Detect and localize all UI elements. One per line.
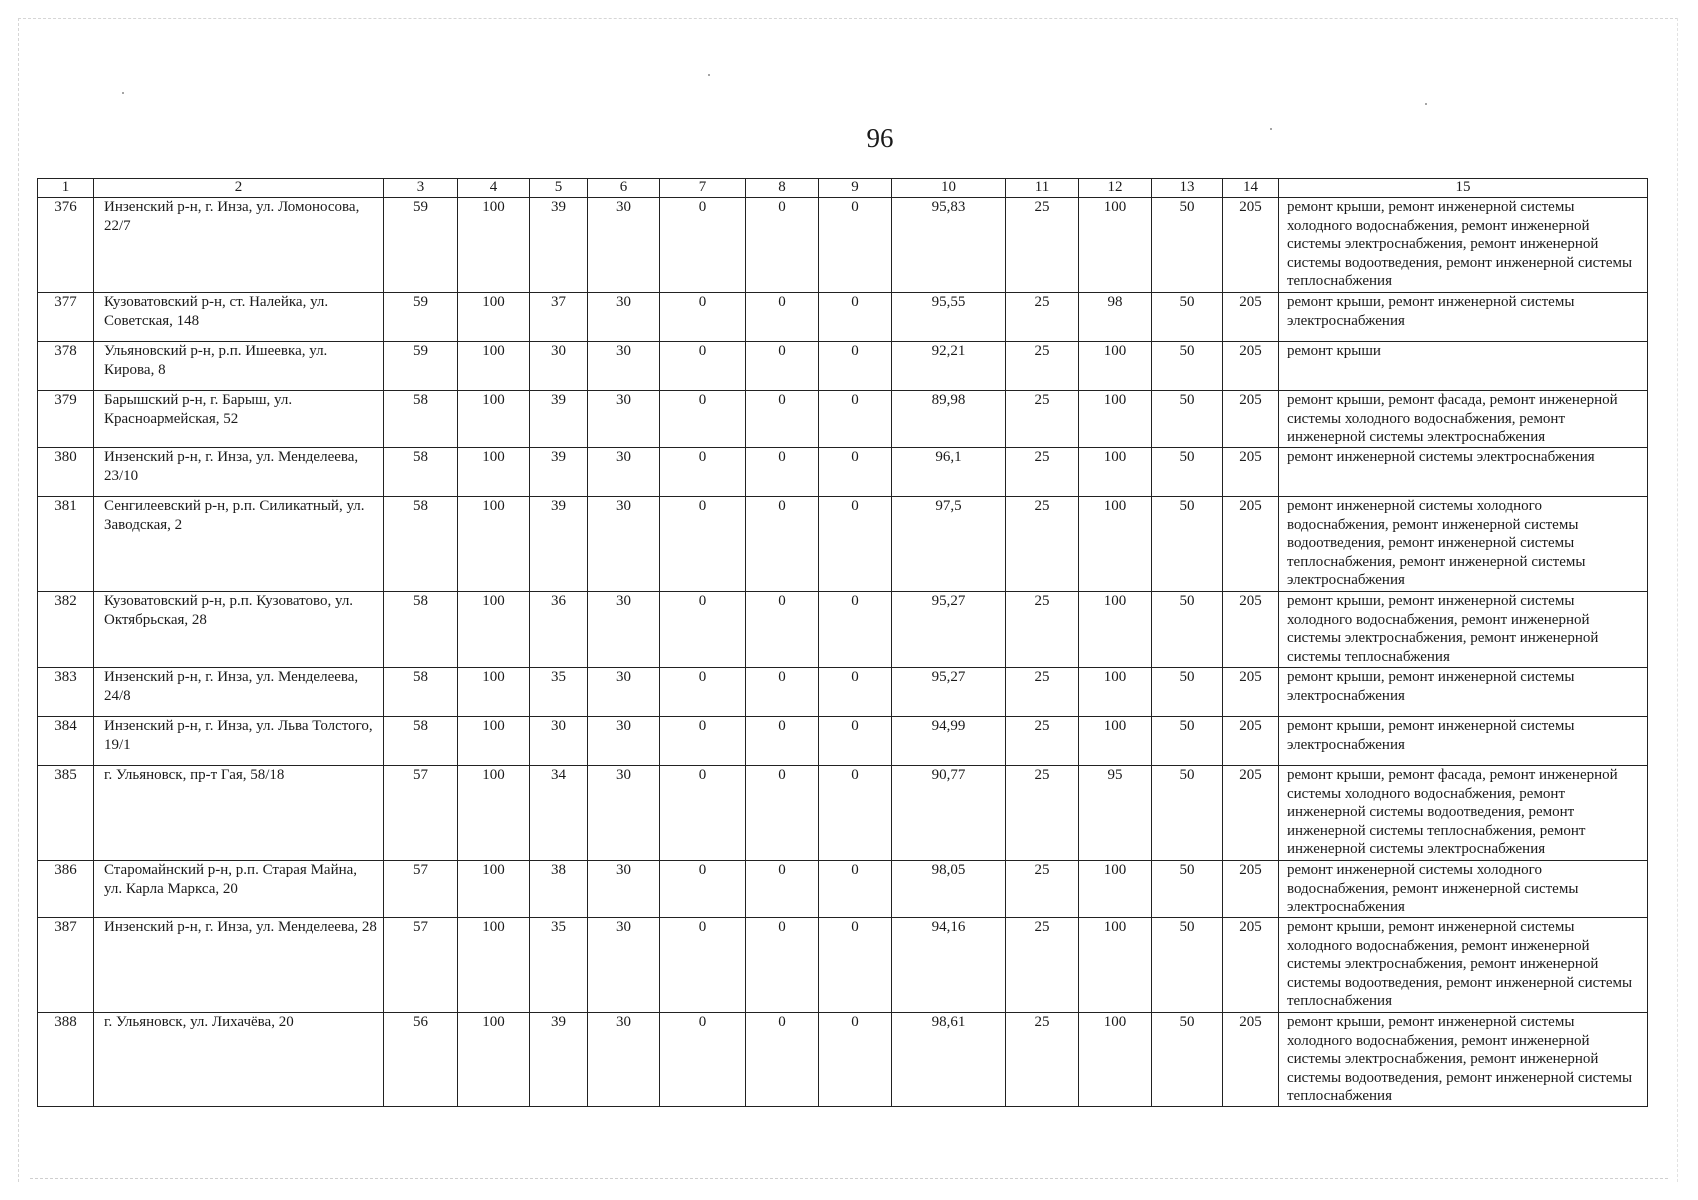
table-cell: 0	[746, 198, 819, 293]
row-number-cell: 381	[38, 497, 94, 592]
table-cell: 95,83	[892, 198, 1006, 293]
table-cell: 39	[530, 198, 588, 293]
column-header: 1	[38, 179, 94, 198]
table-cell: 205	[1223, 342, 1279, 391]
table-cell: 0	[746, 861, 819, 918]
table-cell: 34	[530, 766, 588, 861]
column-header: 8	[746, 179, 819, 198]
table-cell: 30	[588, 592, 660, 668]
table-cell: 50	[1152, 198, 1223, 293]
table-cell: 0	[819, 342, 892, 391]
table-cell: 98	[1079, 293, 1152, 342]
table-cell: 58	[384, 717, 458, 766]
table-cell: 0	[660, 1013, 746, 1107]
table-cell: 100	[1079, 861, 1152, 918]
page-number: 96	[866, 123, 894, 153]
address-cell: г. Ульяновск, пр-т Гая, 58/18	[94, 766, 384, 861]
table-cell: 30	[588, 293, 660, 342]
table-cell: 100	[458, 861, 530, 918]
table-cell: 205	[1223, 391, 1279, 448]
address-cell: Старомайнский р-н, р.п. Старая Майна, ул. Карла Маркса, 20	[94, 861, 384, 918]
table-row	[38, 861, 1648, 918]
address-cell: г. Ульяновск, ул. Лихачёва, 20	[94, 1013, 384, 1107]
table-cell: 205	[1223, 293, 1279, 342]
table-cell: 205	[1223, 766, 1279, 861]
table-cell: 100	[458, 717, 530, 766]
work-types-cell: ремонт крыши, ремонт фасада, ремонт инженерной системы холодного водоснабжения, ремонт инженерной системы водоотведения, ремонт инженерной системы теплоснабжения, ремонт инженерной системы электроснабжения	[1279, 766, 1648, 861]
column-header: 2	[94, 179, 384, 198]
table-cell: 97,5	[892, 497, 1006, 592]
work-types-cell: ремонт крыши	[1279, 342, 1648, 391]
table-cell: 35	[530, 668, 588, 717]
table-cell: 58	[384, 391, 458, 448]
table-cell: 35	[530, 918, 588, 1013]
table-row	[38, 198, 1648, 293]
work-types-cell: ремонт крыши, ремонт инженерной системы холодного водоснабжения, ремонт инженерной системы электроснабжения, ремонт инженерной системы водоотведения, ремонт инженерной системы теплоснабжения	[1279, 198, 1648, 293]
table-cell: 58	[384, 497, 458, 592]
table-cell: 0	[660, 342, 746, 391]
table-cell: 100	[458, 592, 530, 668]
table-cell: 50	[1152, 448, 1223, 497]
table-cell: 205	[1223, 198, 1279, 293]
table-cell: 25	[1006, 668, 1079, 717]
table-cell: 98,05	[892, 861, 1006, 918]
table-cell: 0	[746, 1013, 819, 1107]
table-cell: 30	[588, 1013, 660, 1107]
table-cell: 92,21	[892, 342, 1006, 391]
table-cell: 50	[1152, 918, 1223, 1013]
table-row	[38, 342, 1648, 391]
table-cell: 30	[588, 497, 660, 592]
table-cell: 205	[1223, 668, 1279, 717]
table-cell: 58	[384, 668, 458, 717]
column-header: 12	[1079, 179, 1152, 198]
table-cell: 100	[1079, 1013, 1152, 1107]
table-cell: 100	[1079, 592, 1152, 668]
table-cell: 0	[660, 497, 746, 592]
table-row	[38, 497, 1648, 592]
table-cell: 0	[746, 918, 819, 1013]
scan-speck	[708, 74, 710, 76]
table-row	[38, 766, 1648, 861]
table-cell: 100	[458, 497, 530, 592]
table-cell: 100	[458, 342, 530, 391]
table-cell: 0	[746, 592, 819, 668]
table-cell: 25	[1006, 918, 1079, 1013]
address-cell: Инзенский р-н, г. Инза, ул. Менделеева, 28	[94, 918, 384, 1013]
table-cell: 59	[384, 198, 458, 293]
table-cell: 100	[1079, 668, 1152, 717]
table-cell: 205	[1223, 448, 1279, 497]
table-cell: 0	[746, 497, 819, 592]
table-row	[38, 391, 1648, 448]
column-header: 3	[384, 179, 458, 198]
work-types-cell: ремонт крыши, ремонт фасада, ремонт инженерной системы холодного водоснабжения, ремонт инженерной системы электроснабжения	[1279, 391, 1648, 448]
table-cell: 100	[1079, 497, 1152, 592]
address-cell: Инзенский р-н, г. Инза, ул. Льва Толстого, 19/1	[94, 717, 384, 766]
bottom-scan-line	[30, 1178, 1668, 1179]
table-cell: 90,77	[892, 766, 1006, 861]
work-types-cell: ремонт инженерной системы электроснабжения	[1279, 448, 1648, 497]
table-cell: 39	[530, 497, 588, 592]
table-cell: 100	[458, 448, 530, 497]
table-cell: 30	[588, 198, 660, 293]
row-number-cell: 382	[38, 592, 94, 668]
work-types-cell: ремонт крыши, ремонт инженерной системы электроснабжения	[1279, 293, 1648, 342]
table-cell: 25	[1006, 592, 1079, 668]
column-header: 14	[1223, 179, 1279, 198]
table-cell: 39	[530, 448, 588, 497]
table-cell: 36	[530, 592, 588, 668]
table-cell: 0	[819, 1013, 892, 1107]
table-cell: 0	[819, 918, 892, 1013]
table-cell: 0	[819, 448, 892, 497]
work-types-cell: ремонт инженерной системы холодного водоснабжения, ремонт инженерной системы водоотведения, ремонт инженерной системы теплоснабжения, ремонт инженерной системы электроснабжения	[1279, 497, 1648, 592]
table-cell: 38	[530, 861, 588, 918]
table-cell: 30	[588, 448, 660, 497]
work-types-cell: ремонт инженерной системы холодного водоснабжения, ремонт инженерной системы электроснабжения	[1279, 861, 1648, 918]
table-cell: 100	[458, 1013, 530, 1107]
address-cell: Инзенский р-н, г. Инза, ул. Менделеева, 23/10	[94, 448, 384, 497]
work-types-cell: ремонт крыши, ремонт инженерной системы электроснабжения	[1279, 668, 1648, 717]
table-cell: 0	[819, 391, 892, 448]
table-row	[38, 918, 1648, 1013]
table-row	[38, 717, 1648, 766]
table-cell: 58	[384, 592, 458, 668]
work-types-cell: ремонт крыши, ремонт инженерной системы холодного водоснабжения, ремонт инженерной системы электроснабжения, ремонт инженерной системы водоотведения, ремонт инженерной системы теплоснабжения	[1279, 1013, 1648, 1107]
row-number-cell: 386	[38, 861, 94, 918]
table-cell: 100	[1079, 198, 1152, 293]
row-number-cell: 380	[38, 448, 94, 497]
table-cell: 0	[819, 668, 892, 717]
table-cell: 39	[530, 391, 588, 448]
table-cell: 205	[1223, 717, 1279, 766]
table-cell: 25	[1006, 391, 1079, 448]
table-cell: 0	[746, 342, 819, 391]
scan-speck	[1425, 103, 1427, 105]
address-cell: Кузоватовский р-н, ст. Налейка, ул. Советская, 148	[94, 293, 384, 342]
column-header: 11	[1006, 179, 1079, 198]
table-cell: 100	[458, 766, 530, 861]
column-header: 5	[530, 179, 588, 198]
table-cell: 25	[1006, 342, 1079, 391]
table-cell: 25	[1006, 497, 1079, 592]
table-cell: 0	[660, 293, 746, 342]
table-row	[38, 293, 1648, 342]
table-cell: 50	[1152, 1013, 1223, 1107]
table-cell: 0	[660, 766, 746, 861]
table-cell: 25	[1006, 861, 1079, 918]
table-cell: 0	[660, 668, 746, 717]
table-cell: 95,27	[892, 668, 1006, 717]
table-cell: 96,1	[892, 448, 1006, 497]
column-header: 6	[588, 179, 660, 198]
table-cell: 205	[1223, 497, 1279, 592]
address-cell: Кузоватовский р-н, р.п. Кузоватово, ул. Октябрьская, 28	[94, 592, 384, 668]
table-cell: 100	[1079, 717, 1152, 766]
table-row	[38, 1013, 1648, 1107]
address-cell: Барышский р-н, г. Барыш, ул. Красноармейская, 52	[94, 391, 384, 448]
table-cell: 25	[1006, 198, 1079, 293]
table-cell: 98,61	[892, 1013, 1006, 1107]
table-cell: 30	[588, 391, 660, 448]
work-types-cell: ремонт крыши, ремонт инженерной системы холодного водоснабжения, ремонт инженерной системы электроснабжения, ремонт инженерной системы водоотведения, ремонт инженерной системы теплоснабжения	[1279, 918, 1648, 1013]
table-row	[38, 592, 1648, 668]
table-cell: 100	[458, 293, 530, 342]
row-number-cell: 378	[38, 342, 94, 391]
table-cell: 95	[1079, 766, 1152, 861]
table-cell: 50	[1152, 592, 1223, 668]
table-cell: 95,27	[892, 592, 1006, 668]
table-cell: 205	[1223, 861, 1279, 918]
row-number-cell: 388	[38, 1013, 94, 1107]
table-cell: 30	[530, 342, 588, 391]
table-cell: 0	[746, 668, 819, 717]
column-header: 4	[458, 179, 530, 198]
table-cell: 94,99	[892, 717, 1006, 766]
table-cell: 25	[1006, 448, 1079, 497]
table-cell: 0	[819, 497, 892, 592]
row-number-cell: 385	[38, 766, 94, 861]
table-cell: 0	[819, 592, 892, 668]
table-cell: 59	[384, 293, 458, 342]
table-cell: 95,55	[892, 293, 1006, 342]
table-cell: 25	[1006, 717, 1079, 766]
table-cell: 25	[1006, 1013, 1079, 1107]
table-cell: 50	[1152, 391, 1223, 448]
table-cell: 30	[588, 342, 660, 391]
table-cell: 50	[1152, 766, 1223, 861]
table-cell: 57	[384, 918, 458, 1013]
work-types-cell: ремонт крыши, ремонт инженерной системы электроснабжения	[1279, 717, 1648, 766]
table-cell: 205	[1223, 918, 1279, 1013]
table-cell: 100	[458, 668, 530, 717]
table-cell: 94,16	[892, 918, 1006, 1013]
table-cell: 0	[660, 391, 746, 448]
table-cell: 57	[384, 766, 458, 861]
table-cell: 50	[1152, 861, 1223, 918]
table-cell: 0	[746, 448, 819, 497]
table-cell: 50	[1152, 293, 1223, 342]
table-cell: 25	[1006, 293, 1079, 342]
row-number-cell: 376	[38, 198, 94, 293]
table-cell: 0	[819, 861, 892, 918]
table-cell: 30	[530, 717, 588, 766]
row-number-cell: 383	[38, 668, 94, 717]
table-cell: 59	[384, 342, 458, 391]
table-cell: 100	[1079, 391, 1152, 448]
table-cell: 50	[1152, 668, 1223, 717]
column-header: 9	[819, 179, 892, 198]
table-cell: 50	[1152, 342, 1223, 391]
table-cell: 0	[660, 861, 746, 918]
address-cell: Ульяновский р-н, р.п. Ишеевка, ул. Кирова, 8	[94, 342, 384, 391]
table-cell: 0	[746, 717, 819, 766]
column-header: 13	[1152, 179, 1223, 198]
column-header: 15	[1279, 179, 1648, 198]
table-row	[38, 668, 1648, 717]
table-cell: 39	[530, 1013, 588, 1107]
table-cell: 100	[1079, 342, 1152, 391]
table-cell: 0	[660, 918, 746, 1013]
table-cell: 56	[384, 1013, 458, 1107]
table-cell: 30	[588, 766, 660, 861]
address-cell: Инзенский р-н, г. Инза, ул. Менделеева, 24/8	[94, 668, 384, 717]
table-cell: 100	[458, 198, 530, 293]
table-cell: 100	[458, 918, 530, 1013]
row-number-cell: 387	[38, 918, 94, 1013]
table-cell: 37	[530, 293, 588, 342]
table-cell: 0	[746, 293, 819, 342]
work-types-cell: ремонт крыши, ремонт инженерной системы холодного водоснабжения, ремонт инженерной системы электроснабжения, ремонт инженерной системы теплоснабжения	[1279, 592, 1648, 668]
row-number-cell: 379	[38, 391, 94, 448]
table-cell: 0	[660, 717, 746, 766]
table-cell: 205	[1223, 592, 1279, 668]
address-cell: Инзенский р-н, г. Инза, ул. Ломоносова, 22/7	[94, 198, 384, 293]
table-cell: 30	[588, 717, 660, 766]
table-cell: 100	[458, 391, 530, 448]
table-cell: 100	[1079, 918, 1152, 1013]
table-cell: 0	[819, 766, 892, 861]
table-cell: 30	[588, 668, 660, 717]
table-cell: 0	[660, 198, 746, 293]
table-cell: 0	[660, 592, 746, 668]
table-cell: 50	[1152, 717, 1223, 766]
table-cell: 0	[746, 766, 819, 861]
table-cell: 0	[819, 717, 892, 766]
table-row	[38, 448, 1648, 497]
table-cell: 30	[588, 918, 660, 1013]
table-cell: 0	[660, 448, 746, 497]
table-cell: 50	[1152, 497, 1223, 592]
table-cell: 0	[746, 391, 819, 448]
table-cell: 57	[384, 861, 458, 918]
table-cell: 30	[588, 861, 660, 918]
table-cell: 0	[819, 293, 892, 342]
table-cell: 0	[819, 198, 892, 293]
table-cell: 100	[1079, 448, 1152, 497]
table-cell: 25	[1006, 766, 1079, 861]
table-cell: 89,98	[892, 391, 1006, 448]
column-header: 7	[660, 179, 746, 198]
table-cell: 58	[384, 448, 458, 497]
address-cell: Сенгилеевский р-н, р.п. Силикатный, ул. Заводская, 2	[94, 497, 384, 592]
table-header-row	[38, 179, 1648, 198]
scan-speck	[1270, 128, 1272, 130]
row-number-cell: 384	[38, 717, 94, 766]
row-number-cell: 377	[38, 293, 94, 342]
column-header: 10	[892, 179, 1006, 198]
table-cell: 205	[1223, 1013, 1279, 1107]
data-table	[37, 178, 1648, 1107]
scan-speck	[122, 92, 124, 94]
